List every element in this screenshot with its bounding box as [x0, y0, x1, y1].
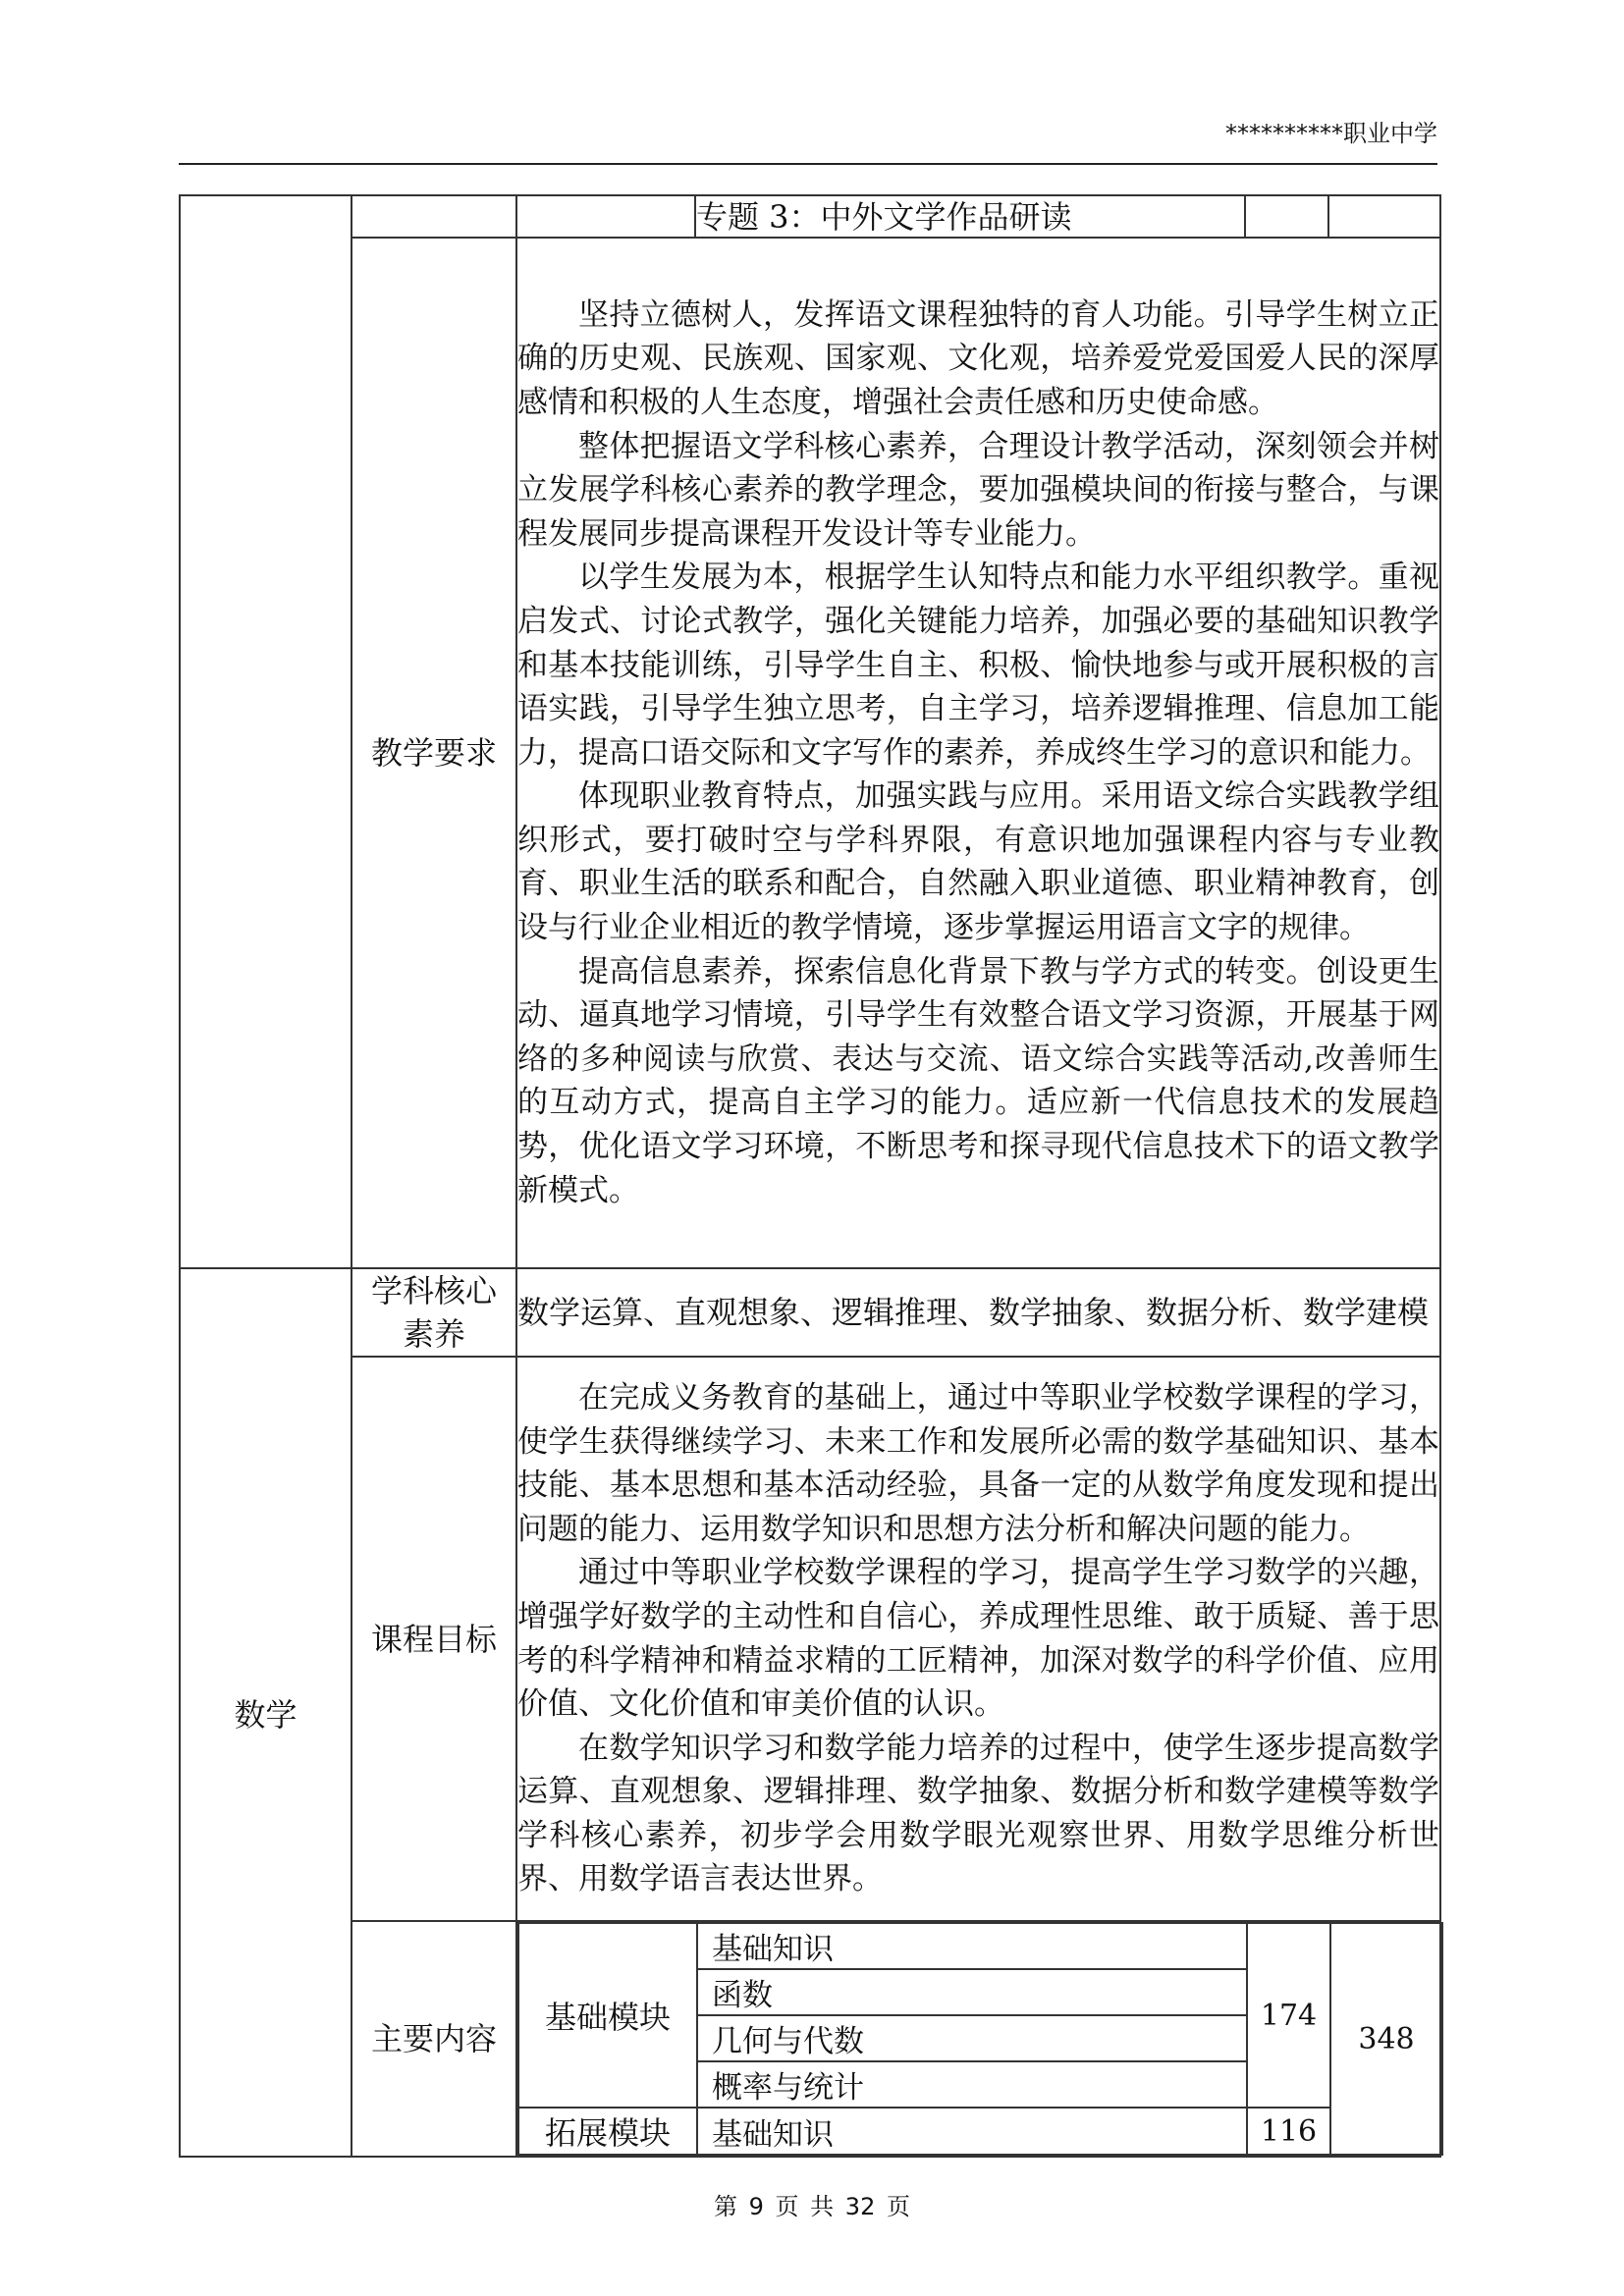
- basic-module-hours: 174: [1247, 1923, 1330, 2108]
- extended-module-label: 拓展模块: [518, 2108, 697, 2155]
- module-item: 函数: [697, 1969, 1247, 2015]
- empty-cell: [352, 195, 516, 238]
- basic-module-label: 基础模块: [518, 1923, 697, 2108]
- total-hours: 348: [1330, 1923, 1442, 2155]
- main-content-cell: [516, 1921, 1440, 2157]
- paragraph: 在数学知识学习和数学能力培养的过程中，使学生逐步提高数学运算、直观想象、逻辑排理、数学抽象、数据分析和数学建模等数学学科核心素养，初步学会用数学眼光观察世界、用数学思维分析世界、用数学语言表达世界。: [517, 1730, 1439, 1897]
- core-literacy-label: [352, 1268, 516, 1357]
- paragraph: 在完成义务教育的基础上，通过中等职业学校数学课程的学习，使学生获得继续学习、未来工作和发展所必需的数学基础知识、基本技能、基本思想和基本活动经验，具备一定的从数学角度发现和提出问题的能力、运用数学知识和思想方法分析和解决问题的能力。: [517, 1379, 1439, 1547]
- subject-cell-chinese: [180, 195, 352, 1268]
- core-literacy-label-line: 学科核心: [370, 1272, 497, 1309]
- course-goals-label: 课程目标: [352, 1357, 516, 1921]
- paragraph: 整体把握语文学科核心素养，合理设计教学活动，深刻领会并树立发展学科核心素养的教学理念，要加强模块间的衔接与整合，与课程发展同步提高课程开发设计等专业能力。: [517, 428, 1439, 552]
- module-row: [518, 1923, 1442, 1969]
- extended-module-hours: 116: [1247, 2108, 1330, 2155]
- page-header: [179, 114, 1437, 169]
- module-item: 基础知识: [697, 1923, 1247, 1969]
- module-row: [518, 2108, 1442, 2155]
- module-item: 概率与统计: [697, 2061, 1247, 2108]
- empty-cell: [1328, 195, 1440, 238]
- course-goals-row: [180, 1357, 1440, 1921]
- subject-math: 数学: [180, 1268, 352, 2157]
- module-table: [517, 1922, 1443, 2156]
- core-literacy-label-line: 素养: [402, 1315, 465, 1353]
- page-footer: 第 9 页 共 32 页: [714, 2193, 910, 2220]
- course-goals-content: [516, 1357, 1440, 1921]
- topic-title: 专题 3：中外文学作品研读: [695, 195, 1245, 238]
- curriculum-table: [179, 194, 1441, 2158]
- empty-cell: [1245, 195, 1328, 238]
- core-literacy-row: [180, 1268, 1440, 1357]
- paragraph: 以学生发展为本，根据学生认知特点和能力水平组织教学。重视启发式、讨论式教学，强化关键能力培养，加强必要的基础知识教学和基本技能训练，引导学生自主、积极、愉快地参与或开展积极的言语实践，引导学生独立思考，自主学习，培养逻辑推理、信息加工能力，提高口语交际和文字写作的素养，养成终生学习的意识和能力。: [517, 560, 1439, 771]
- school-name: **********职业中学: [1225, 120, 1437, 147]
- module-item: 几何与代数: [697, 2015, 1247, 2061]
- teaching-requirements-row: [180, 238, 1440, 1268]
- module-item: 基础知识: [697, 2108, 1247, 2155]
- paragraph: 提高信息素养，探索信息化背景下教与学方式的转变。创设更生动、逼真地学习情境，引导学生有效整合语文学习资源，开展基于网络的多种阅读与欣赏、表达与交流、语文综合实践等活动,改善师生的互动方式，提高自主学习的能力。适应新一代信息技术的发展趋势，优化语文学习环境，不断思考和探寻现代信息技术下的语文教学新模式。: [517, 953, 1439, 1208]
- core-literacy-content: 数学运算、直观想象、逻辑推理、数学抽象、数据分析、数学建模: [516, 1268, 1440, 1357]
- header-rule: [179, 163, 1437, 165]
- topic-row: [180, 195, 1440, 238]
- paragraph: 通过中等职业学校数学课程的学习，提高学生学习数学的兴趣，增强学好数学的主动性和自信心，养成理性思维、敢于质疑、善于思考的科学精神和精益求精的工匠精神，加深对数学的科学价值、应用价值、文化价值和审美价值的认识。: [517, 1555, 1439, 1723]
- teaching-requirements-content: [516, 238, 1440, 1268]
- teaching-requirements-label: 教学要求: [352, 238, 516, 1268]
- main-content-label: 主要内容: [352, 1921, 516, 2157]
- paragraph: 体现职业教育特点，加强实践与应用。采用语文综合实践教学组织形式，要打破时空与学科界限，有意识地加强课程内容与专业教育、职业生活的联系和配合，自然融入职业道德、职业精神教育，创设与行业企业相近的教学情境，逐步掌握运用语言文字的规律。: [517, 778, 1439, 946]
- paragraph: 坚持立德树人，发挥语文课程独特的育人功能。引导学生树立正确的历史观、民族观、国家观、文化观，培养爱党爱国爱人民的深厚感情和积极的人生态度，增强社会责任感和历史使命感。: [517, 296, 1439, 420]
- main-content-row: [180, 1921, 1440, 2157]
- empty-cell: [516, 195, 695, 238]
